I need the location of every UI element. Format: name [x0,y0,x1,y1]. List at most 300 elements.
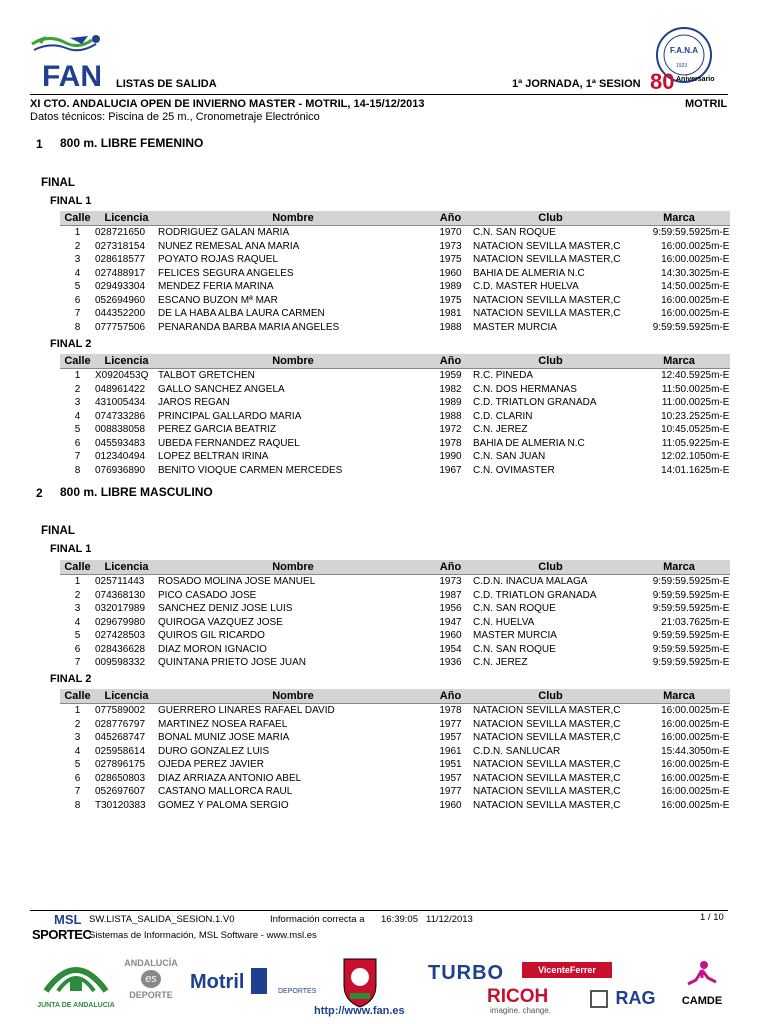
column-header-licencia: Licencia [95,689,158,704]
license-cell: 032017989 [95,603,146,615]
club-cell: C.D.N. INACUA MALAGA [473,576,588,588]
license-cell: 025711443 [95,576,145,588]
name-cell: OJEDA PEREZ JAVIER [158,759,264,771]
club-cell: NATACION SEVILLA MASTER,C [473,254,621,266]
license-cell: 074733286 [95,410,146,422]
pool-cell: 25m-E [700,370,730,382]
table-row [60,785,730,799]
seed-time-cell: 16:00.00 [661,240,700,252]
lane-cell: 4 [74,745,81,757]
name-cell: GUERRERO LINARES RAFAEL DAVID [158,705,335,717]
table-row [60,253,730,267]
license-cell: 028721650 [95,227,146,239]
lane-cell: 8 [74,321,81,333]
club-cell: MASTER MURCIA [473,321,557,333]
column-header-marca: Marca [628,354,730,369]
year-cell: 1959 [439,370,462,382]
lane-cell: 6 [74,294,81,306]
license-cell: 077757506 [95,321,146,333]
year-cell: 1957 [439,772,462,784]
pool-cell: 25m-E [700,616,730,628]
table-row [60,589,730,603]
pool-cell: 25m-E [700,437,730,449]
name-cell: FELICES SEGURA ANGELES [158,267,294,279]
club-cell: C.N. SAN ROQUE [473,603,556,615]
table-row [60,643,730,657]
club-cell: C.N. JEREZ [473,657,528,669]
header-divider [30,94,728,95]
year-cell: 1981 [439,308,462,320]
year-cell: 1947 [439,616,462,628]
info-date: 11/12/2013 [426,914,473,925]
pool-cell: 25m-E [700,589,730,601]
column-header-ano: Año [428,689,473,704]
table-row [60,410,730,424]
name-cell: GOMEZ Y PALOMA SERGIO [158,799,289,811]
seed-time-cell: 16:00.00 [661,705,700,717]
club-cell: R.C. PINEDA [473,370,534,382]
year-cell: 1987 [439,589,462,601]
lane-cell: 4 [74,616,81,628]
year-cell: 1989 [439,281,462,293]
pool-cell: 25m-E [700,630,730,642]
column-header-club: Club [473,689,628,704]
club-cell: C.N. JEREZ [473,424,528,436]
seed-time-cell: 16:00.00 [661,294,700,306]
license-cell: 044352200 [95,308,146,320]
table-row [60,718,730,732]
name-cell: NUNEZ REMESAL ANA MARIA [158,240,300,252]
seed-time-cell: 14:50.00 [661,281,700,293]
seed-time-cell: 16:00.00 [661,308,700,320]
seed-time-cell: 9:59:59.59 [652,576,700,588]
year-cell: 1977 [439,786,462,798]
table-row [60,383,730,397]
lane-cell: 3 [74,603,81,615]
name-cell: TALBOT GRETCHEN [158,370,255,382]
club-cell: NATACION SEVILLA MASTER,C [473,294,621,306]
column-header-calle: Calle [60,354,95,369]
column-header-club: Club [473,354,628,369]
year-cell: 1975 [439,294,462,306]
seed-time-cell: 10:45.05 [661,424,700,436]
seed-time-cell: 16:00.00 [661,772,700,784]
column-header-club: Club [473,211,628,226]
year-cell: 1989 [439,397,462,409]
year-cell: 1967 [439,464,462,476]
table-row [60,437,730,451]
name-cell: DE LA HABA ALBA LAURA CARMEN [158,308,325,320]
year-cell: 1988 [439,321,462,333]
table-row [60,799,730,813]
pool-cell: 25m-E [700,424,730,436]
pool-cell: 25m-E [700,772,730,784]
license-cell: 076936890 [95,464,146,476]
name-cell: ROSADO MOLINA JOSE MANUEL [158,576,316,588]
license-cell: T30120383 [95,799,146,811]
license-cell: 052694960 [95,294,146,306]
seed-time-cell: 10:23.25 [661,410,700,422]
seed-time-cell: 16:00.00 [661,254,700,266]
event-name: 800 m. LIBRE FEMENINO [60,136,204,150]
lane-cell: 1 [74,227,81,239]
lane-cell: 3 [74,732,81,744]
table-row [60,629,730,643]
club-cell: C.D. MASTER HUELVA [473,281,579,293]
pool-cell: 25m-E [700,718,730,730]
seed-time-cell: 9:59:59.59 [652,321,700,333]
license-cell: 008838058 [95,424,146,436]
svg-text:1933: 1933 [676,63,688,69]
name-cell: DIAZ MORON IGNACIO [158,643,267,655]
lane-cell: 1 [74,576,81,588]
pool-cell: 50m-E [700,745,730,757]
event-name: 800 m. LIBRE MASCULINO [60,485,213,499]
club-cell: C.N. OVIMASTER [473,464,555,476]
year-cell: 1973 [439,576,462,588]
year-cell: 1988 [439,410,462,422]
table-header-row [60,354,730,369]
seed-time-cell: 14:01.16 [661,464,700,476]
pool-cell: 25m-E [700,732,730,744]
table-row [60,704,730,718]
table-row [60,758,730,772]
table-row [60,464,730,478]
license-cell: 052697607 [95,786,146,798]
name-cell: QUIROGA VAZQUEZ JOSE [158,616,283,628]
lane-cell: 4 [74,410,81,422]
start-list-table [60,211,730,334]
heat-label: FINAL 2 [50,673,92,685]
page-title: LISTAS DE SALIDA [116,78,217,90]
year-cell: 1978 [439,705,462,717]
heat-label: FINAL 2 [50,338,92,350]
pool-cell: 25m-E [700,799,730,811]
name-cell: BONAL MUNIZ JOSE MARIA [158,732,290,744]
name-cell: QUIROS GIL RICARDO [158,630,265,642]
name-cell: QUINTANA PRIETO JOSE JUAN [158,657,306,669]
name-cell: DURO GONZALEZ LUIS [158,745,270,757]
start-list-table [60,354,730,477]
table-row [60,745,730,759]
pool-cell: 25m-E [700,786,730,798]
table-header-row [60,560,730,575]
pool-cell: 25m-E [700,281,730,293]
year-cell: 1972 [439,424,462,436]
license-cell: 045268747 [95,732,146,744]
pool-cell: 25m-E [700,254,730,266]
name-cell: PEREZ GARCIA BEATRIZ [158,424,277,436]
footer-divider [30,910,728,911]
license-cell: 045593483 [95,437,146,449]
column-header-nombre: Nombre [158,354,428,369]
club-cell: NATACION SEVILLA MASTER,C [473,799,621,811]
table-header-row [60,689,730,704]
name-cell: RODRIGUEZ GALAN MARIA [158,227,290,239]
license-cell: 028650803 [95,772,146,784]
camde-logo: CAMDE [676,960,728,1010]
seed-time-cell: 9:59:59.59 [652,630,700,642]
license-cell: 074368130 [95,589,146,601]
svg-text:F.A.N.A: F.A.N.A [670,46,698,55]
club-cell: BAHIA DE ALMERIA N.C [473,437,585,449]
table-row [60,396,730,410]
table-row [60,731,730,745]
event-number: 1 [36,137,43,151]
document-id: SW.LISTA_SALIDA_SESION.1.V0 [89,914,235,925]
club-cell: NATACION SEVILLA MASTER,C [473,240,621,252]
column-header-ano: Año [428,354,473,369]
pool-cell: 25m-E [700,603,730,615]
club-cell: C.D. CLARIN [473,410,533,422]
table-row [60,307,730,321]
pool-cell: 25m-E [700,308,730,320]
year-cell: 1975 [439,254,462,266]
club-cell: C.N. SAN JUAN [473,451,546,463]
lane-cell: 6 [74,772,81,784]
name-cell: GALLO SANCHEZ ANGELA [158,383,285,395]
svg-text:FAN: FAN [42,60,102,92]
pool-cell: 25m-E [700,705,730,717]
pool-cell: 25m-E [700,267,730,279]
lane-cell: 2 [74,589,81,601]
club-cell: BAHIA DE ALMERIA N.C [473,267,585,279]
vicente-ferrer-logo: VicenteFerrer [522,962,612,978]
lane-cell: 1 [74,370,81,382]
lane-cell: 7 [74,308,81,320]
lane-cell: 5 [74,424,81,436]
club-cell: C.N. SAN ROQUE [473,227,556,239]
year-cell: 1961 [439,745,462,757]
start-list-table [60,689,730,812]
year-cell: 1957 [439,732,462,744]
lane-cell: 3 [74,397,81,409]
seed-time-cell: 16:00.00 [661,759,700,771]
table-header-row [60,211,730,226]
name-cell: PICO CASADO JOSE [158,589,257,601]
column-header-marca: Marca [628,211,730,226]
pool-cell: 25m-E [700,643,730,655]
license-cell: 028618577 [95,254,146,266]
club-cell: NATACION SEVILLA MASTER,C [473,772,621,784]
year-cell: 1960 [439,267,462,279]
name-cell: POYATO ROJAS RAQUEL [158,254,279,266]
fan-website-link[interactable]: http://www.fan.es [314,1005,405,1017]
column-header-nombre: Nombre [158,560,428,575]
msl-sportec-logo: MSL SPORTEC [32,912,92,942]
svg-text:Aniversario: Aniversario [676,76,715,83]
license-cell: 028776797 [95,718,146,730]
license-cell: 077589002 [95,705,146,717]
column-header-licencia: Licencia [95,211,158,226]
column-header-marca: Marca [628,689,730,704]
lane-cell: 3 [74,254,81,266]
seed-time-cell: 16:00.00 [661,732,700,744]
seed-time-cell: 11:05.92 [661,437,700,449]
name-cell: SANCHEZ DENIZ JOSE LUIS [158,603,293,615]
lane-cell: 7 [74,786,81,798]
club-cell: C.D.N. SANLUCAR [473,745,561,757]
club-cell: C.D. TRIATLON GRANADA [473,397,597,409]
pool-cell: 25m-E [700,759,730,771]
year-cell: 1970 [439,227,462,239]
year-cell: 1936 [439,657,462,669]
license-cell: 048961422 [95,383,146,395]
table-row [60,267,730,281]
club-cell: NATACION SEVILLA MASTER,C [473,786,621,798]
lane-cell: 8 [74,464,81,476]
pool-cell: 25m-E [700,227,730,239]
name-cell: CASTANO MALLORCA RAUL [158,786,293,798]
table-row [60,294,730,308]
year-cell: 1960 [439,630,462,642]
seed-time-cell: 12:02.10 [661,451,700,463]
pool-cell: 25m-E [700,410,730,422]
license-cell: 028436628 [95,643,146,655]
year-cell: 1977 [439,718,462,730]
club-cell: NATACION SEVILLA MASTER,C [473,308,621,320]
seed-time-cell: 9:59:59.59 [652,603,700,615]
turbo-logo: TURBO [428,962,505,984]
license-cell: 431005434 [95,397,146,409]
license-cell: X0920453Q [95,370,149,382]
phase-label: FINAL [41,525,75,537]
pool-cell: 25m-E [700,321,730,333]
pool-cell: 25m-E [700,657,730,669]
name-cell: LOPEZ BELTRAN IRINA [158,451,269,463]
table-row [60,240,730,254]
seed-time-cell: 16:00.00 [661,786,700,798]
license-cell: 025958614 [95,745,146,757]
pool-cell: 25m-E [700,294,730,306]
club-cell: C.N. DOS HERMANAS [473,383,577,395]
name-cell: ESCANO BUZON Mª MAR [158,294,278,306]
lane-cell: 5 [74,759,81,771]
year-cell: 1960 [439,799,462,811]
lane-cell: 2 [74,718,81,730]
name-cell: DIAZ ARRIAZA ANTONIO ABEL [158,772,302,784]
name-cell: JAROS REGAN [158,397,230,409]
seed-time-cell: 9:59:59.59 [652,657,700,669]
ricoh-logo: RICOH [487,986,549,1007]
event-number: 2 [36,486,43,500]
heat-label: FINAL 1 [50,543,92,555]
seed-time-cell: 11:50.00 [661,383,700,395]
table-row [60,450,730,464]
table-row [60,616,730,630]
junta-andalucia-logo: JUNTA DE ANDALUCIA [36,955,116,1013]
seed-time-cell: 9:59:59.59 [652,643,700,655]
license-cell: 012340494 [95,451,146,463]
table-row [60,772,730,786]
club-cell: NATACION SEVILLA MASTER,C [473,705,621,717]
table-row [60,321,730,335]
seed-time-cell: 21:03.76 [661,616,700,628]
license-cell: 027318154 [95,240,146,252]
seed-time-cell: 14:30.30 [661,267,700,279]
championship-title: XI CTO. ANDALUCIA OPEN DE INVIERNO MASTER - MOTRIL, 14-15/12/2013 [30,98,425,110]
pool-cell: 25m-E [700,240,730,252]
table-row [60,602,730,616]
table-row [60,575,730,589]
year-cell: 1956 [439,603,462,615]
name-cell: MARTINEZ NOSEA RAFAEL [158,718,288,730]
seed-time-cell: 16:00.00 [661,799,700,811]
seed-time-cell: 11:00.00 [661,397,700,409]
motril-deportes-logo: Motril DEPORTES [190,968,315,1008]
column-header-calle: Calle [60,689,95,704]
pool-cell: 25m-E [700,576,730,588]
seed-time-cell: 12:40.59 [661,370,700,382]
lane-cell: 5 [74,281,81,293]
club-cell: NATACION SEVILLA MASTER,C [473,732,621,744]
column-header-calle: Calle [60,560,95,575]
table-row [60,656,730,670]
page-number: 1 / 10 [700,912,724,923]
license-cell: 027488917 [95,267,146,279]
column-header-calle: Calle [60,211,95,226]
year-cell: 1951 [439,759,462,771]
column-header-club: Club [473,560,628,575]
table-row [60,423,730,437]
club-cell: C.N. SAN ROQUE [473,643,556,655]
lane-cell: 2 [74,383,81,395]
lane-cell: 6 [74,437,81,449]
name-cell: MENDEZ FERIA MARINA [158,281,274,293]
seed-time-cell: 16:00.00 [661,718,700,730]
club-cell: NATACION SEVILLA MASTER,C [473,718,621,730]
club-cell: C.D. TRIATLON GRANADA [473,589,597,601]
year-cell: 1990 [439,451,462,463]
license-cell: 029493304 [95,281,146,293]
column-header-ano: Año [428,560,473,575]
heat-label: FINAL 1 [50,195,92,207]
fana-80-logo [640,25,728,95]
session-label: 1ª JORNADA, 1ª SESION [512,78,641,90]
lane-cell: 7 [74,451,81,463]
column-header-nombre: Nombre [158,689,428,704]
lane-cell: 5 [74,630,81,642]
table-row [60,369,730,383]
license-cell: 027896175 [95,759,146,771]
year-cell: 1954 [439,643,462,655]
championship-location: MOTRIL [685,98,728,110]
year-cell: 1973 [439,240,462,252]
seed-time-cell: 15:44.30 [661,745,700,757]
pool-cell: 25m-E [700,383,730,395]
name-cell: PRINCIPAL GALLARDO MARIA [158,410,302,422]
lane-cell: 6 [74,643,81,655]
lane-cell: 1 [74,705,81,717]
club-crest-logo [340,955,380,1009]
table-row [60,280,730,294]
column-header-licencia: Licencia [95,560,158,575]
seed-time-cell: 9:59:59.59 [652,227,700,239]
club-cell: NATACION SEVILLA MASTER,C [473,759,621,771]
lane-cell: 7 [74,657,81,669]
rag-logo: RAG [590,988,658,1010]
column-header-nombre: Nombre [158,211,428,226]
seed-time-cell: 9:59:59.59 [652,589,700,601]
license-cell: 027428503 [95,630,146,642]
systems-credit: Sistemas de Información, MSL Software - www.msl.es [89,930,317,941]
lane-cell: 8 [74,799,81,811]
column-header-licencia: Licencia [95,354,158,369]
fan-logo [30,30,110,92]
andalucia-deporte-logo: ANDALUCÍA es DEPORTE [124,958,178,1000]
start-list-table [60,560,730,670]
technical-data: Datos técnicos: Piscina de 25 m., Cronometraje Electrónico [30,111,320,123]
